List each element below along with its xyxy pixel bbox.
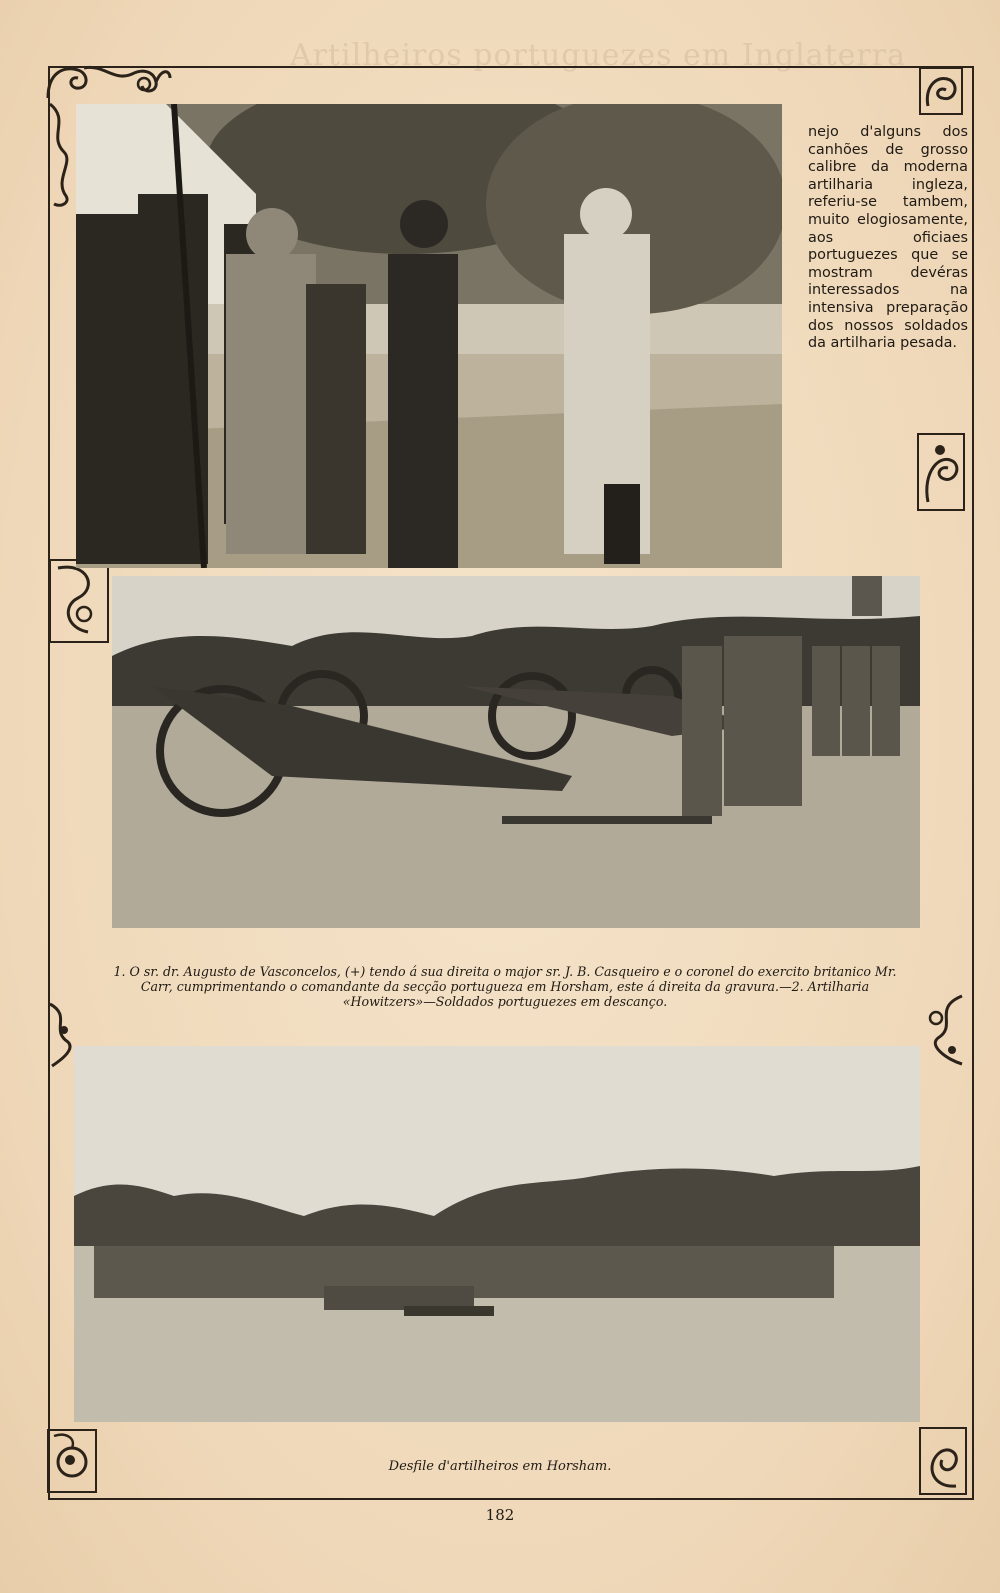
bleed-through-title: Artilheiros portuguezes em Inglaterra bbox=[290, 38, 906, 73]
caption-photo-3: Desfile d'artilheiros em Horsham. bbox=[388, 1459, 612, 1474]
side-ornament-right-upper bbox=[916, 432, 966, 512]
side-ornament-right-lower bbox=[922, 992, 970, 1070]
corner-ornament-top-right bbox=[918, 66, 964, 116]
article-side-text: nejo d'alguns dos canhões de grosso calibre da moderna artilharia ingleza, referiu-se tambem, muito elogiosamente, aos oficiaes portuguezes que se mostram devéras interessados na intensiva preparação dos nossos soldados da artilharia pesada. bbox=[808, 124, 968, 352]
photo-artillery-parade bbox=[74, 1046, 920, 1422]
corner-ornament-bottom-left bbox=[46, 1428, 98, 1494]
photo-officers-greeting bbox=[76, 104, 782, 568]
corner-ornament-bottom-right bbox=[918, 1426, 968, 1496]
side-ornament-left-lower bbox=[44, 1000, 78, 1070]
corner-ornament-top-left bbox=[44, 62, 174, 102]
photo-howitzers-soldiers-resting bbox=[112, 576, 920, 928]
caption-photos-1-2: 1. O sr. dr. Augusto de Vasconcelos, (+) tendo á sua direita o major sr. J. B. Casqueiro e o coronel do exercito britanico Mr. Carr, cumprimentando o comandante da secção portugueza em Horsham, este á direita da gravura.—2. Artilharia «Howitzers»—Soldados portuguezes em descanço. bbox=[113, 964, 897, 1009]
side-ornament-left-top bbox=[44, 100, 74, 210]
side-ornament-left-middle bbox=[48, 558, 110, 644]
page-number: 182 bbox=[485, 1506, 515, 1524]
